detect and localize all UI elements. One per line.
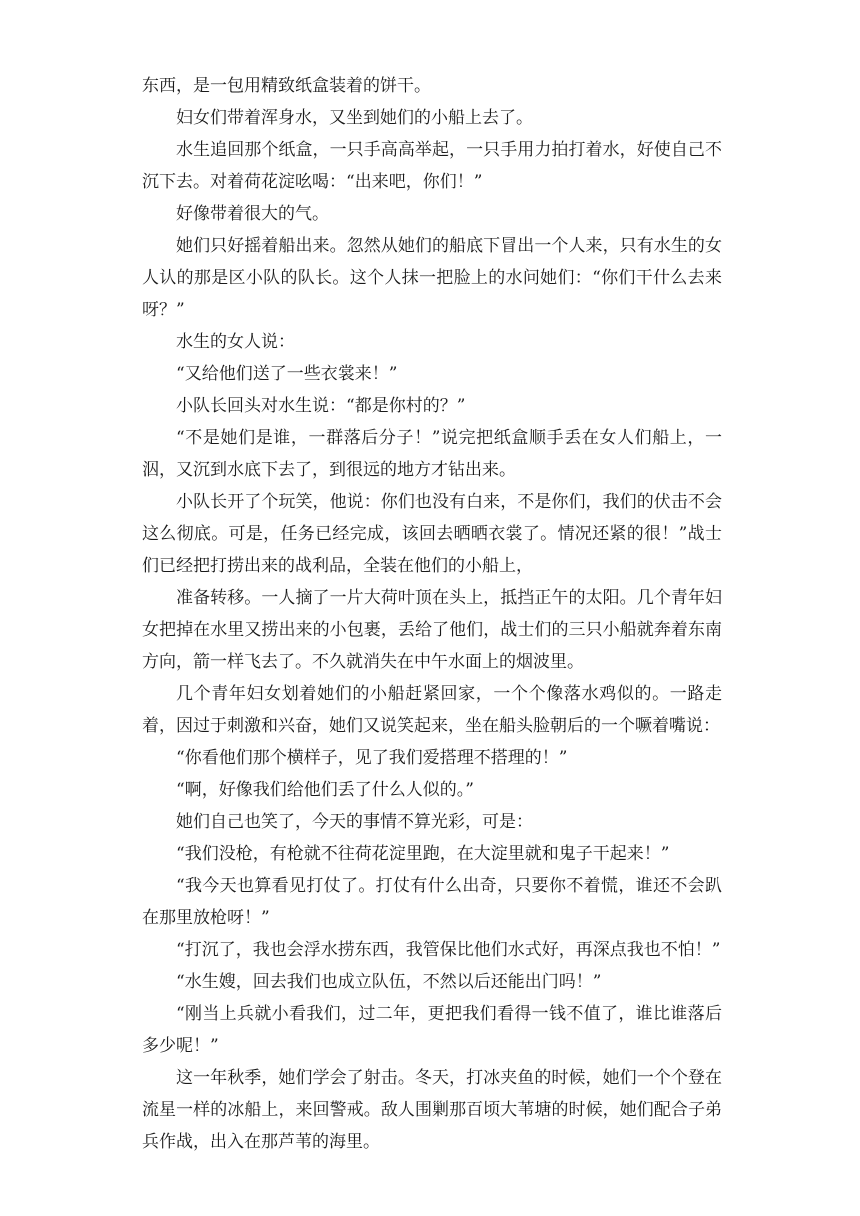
paragraph-10: 小队长开了个玩笑，他说：你们也没有白来，不是你们，我们的伏击不会这么彻底。可是，任务已经完成，该回去晒晒衣裳了。情况还紧的很！”战士们已经把打捞出来的战利品，全装在他们的小船上， [142, 492, 722, 576]
paragraph-1: 东西，是一包用精致纸盒装着的饼干。 [142, 76, 431, 96]
paragraph-11: 准备转移。一人摘了一片大荷叶顶在头上，抵挡正午的太阳。几个青年妇女把掉在水里又捞出来的小包裹，丢给了他们，战士们的三只小船就奔着东南方向，箭一样飞去了。不久就消失在中午水面上的烟波里。 [142, 588, 722, 672]
paragraph-2: 妇女们带着浑身水，又坐到她们的小船上去了。 [176, 108, 533, 128]
paragraph-17: “我今天也算看见打仗了。打仗有什么出奇，只要你不着慌，谁还不会趴在那里放枪呀！” [142, 876, 722, 928]
paragraph-21: 这一年秋季，她们学会了射击。冬天，打冰夹鱼的时候，她们一个个登在流星一样的冰船上，来回警戒。敌人围剿那百顷大苇塘的时候，她们配合子弟兵作战，出入在那芦苇的海里。 [142, 1068, 722, 1152]
paragraph-19: “水生嫂，回去我们也成立队伍，不然以后还能出门吗！” [176, 972, 602, 992]
paragraph-7: “又给他们送了一些衣裳来！” [176, 364, 398, 384]
paragraph-13: “你看他们那个横样子，见了我们爱搭理不搭理的！” [176, 748, 568, 768]
paragraph-8: 小队长回头对水生说：“都是你村的？” [176, 396, 466, 416]
paragraph-4: 好像带着很大的气。 [176, 204, 329, 224]
paragraph-18: “打沉了，我也会浮水捞东西，我管保比他们水式好，再深点我也不怕！” [176, 940, 721, 960]
paragraph-16: “我们没枪，有枪就不往荷花淀里跑，在大淀里就和鬼子干起来！” [176, 844, 670, 864]
paragraph-14: “啊，好像我们给他们丢了什么人似的。” [176, 780, 474, 800]
paragraph-5: 她们只好摇着船出来。忽然从她们的船底下冒出一个人来，只有水生的女人认的那是区小队的队长。这个人抹一把脸上的水问她们：“你们干什么去来呀？” [142, 236, 722, 320]
paragraph-9: “不是她们是谁，一群落后分子！”说完把纸盒顺手丢在女人们船上，一泅，又沉到水底下去了，到很远的地方才钻出来。 [142, 428, 722, 480]
paragraph-6: 水生的女人说： [176, 332, 295, 352]
paragraph-12: 几个青年妇女划着她们的小船赶紧回家，一个个像落水鸡似的。一路走着，因过于刺激和兴奋，她们又说笑起来，坐在船头脸朝后的一个噘着嘴说： [142, 684, 722, 736]
document-page [142, 70, 722, 1158]
paragraph-15: 她们自己也笑了，今天的事情不算光彩，可是： [176, 812, 533, 832]
paragraph-20: “刚当上兵就小看我们，过二年，更把我们看得一钱不值了，谁比谁落后多少呢！” [142, 1004, 722, 1056]
paragraph-3: 水生追回那个纸盒，一只手高高举起，一只手用力拍打着水，好使自己不沉下去。对着荷花淀吆喝：“出来吧，你们！” [142, 140, 722, 192]
